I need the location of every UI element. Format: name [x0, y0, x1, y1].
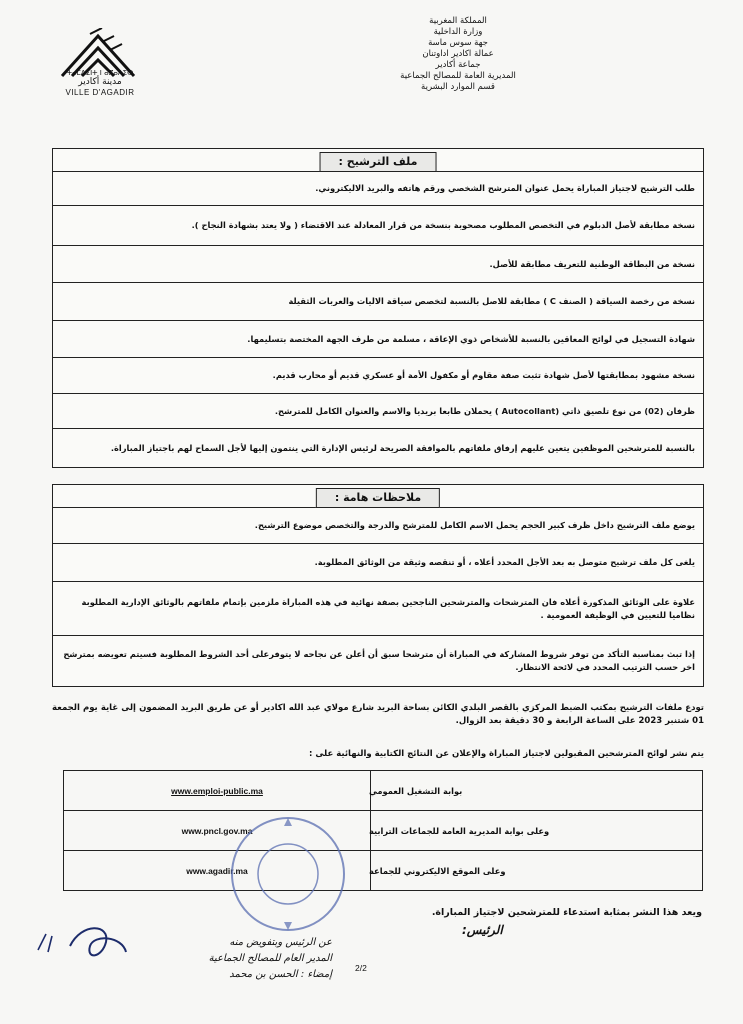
requirement-text: نسخة من رخصة السياقة ( الصنف C ) مطابقة للاصل بالنسبة لتخصص سياقة الاليات والعربات الثقيلة: [288, 296, 695, 306]
agadir-link[interactable]: www.agadir.ma: [186, 866, 248, 876]
link-label: بوابة التشغيل العمومي: [369, 785, 463, 796]
admin-line: وزارة الداخلية: [433, 27, 483, 37]
requirement-text: شهادة التسجيل في لوائح المعاقين بالنسبة للأشخاص ذوي الإعاقة ، مسلمة من طرف الجهة المختصة بتسليمها.: [247, 333, 695, 344]
note-text: إذا تبث بمناسبة التأكد من توفر شروط المشاركة في المباراة أن مترشحا سبق أن أعلن عن نجاحه لا يتوفرعلى أحد الشروط المطلوبة فسيتم تعويضه بمترشح اخر حسب الترتيب المحدد في لائحة الانتظار.: [63, 649, 695, 672]
admin-line: قسم الموارد البشرية: [421, 82, 495, 92]
link-row: [64, 811, 702, 851]
requirement-text: نسخة من البطاقة الوطنية للتعريف مطابقة للأصل.: [489, 258, 695, 269]
requirement-text: بالنسبة للمترشحين الموظفين يتعين عليهم إرفاق ملفاتهم بالموافقة الصريحة لرئيس الإدارة التي ينتمون إليها لأجل السماح لهم باجتياز المباراة.: [110, 442, 695, 453]
important-notes-table: [52, 484, 704, 687]
page-number: 2/2: [355, 963, 367, 973]
admin-line: المديرية العامة للمصالح الجماعية: [400, 71, 516, 81]
administration-header: [343, 16, 573, 93]
logo-arabic-text: مدينة أكادير: [78, 77, 122, 87]
link-label: وعلى بوابة المديرية العامة للجماعات الترابية: [369, 825, 550, 836]
application-file-title-row: [53, 149, 703, 172]
president-label: الرئيس:: [462, 923, 503, 937]
deposit-instructions: تودع ملفات الترشيح بمكتب الضبط المركزي بالقصر البلدي الكائن بساحة البريد شارع مولاي عبد الله اكادير أو عن طريق البريد المضمون إلى غاية يوم الجمعة 01 شتنبر 2023 على الساعة الرابعة و 30 دقيقة بعد الزوال.: [52, 703, 704, 726]
admin-line: جماعة أكادير: [435, 60, 481, 70]
signature-line: إمضاء : الحسن بن محمد: [229, 969, 332, 980]
signature-line: عن الرئيس وبتفويض منه: [229, 937, 332, 948]
requirement-row: [53, 321, 703, 358]
link-row: [64, 771, 702, 811]
link-label: وعلى الموقع الاليكتروني للجماعة: [369, 866, 506, 876]
link-label-cell: [369, 851, 702, 891]
logo-tifinagh-text: ⵜⴰⵎⴷⵉⵏⵜ ⵏ ⴰⴳⴰⴷⵉⵔ: [66, 69, 134, 77]
requirement-text: طلب الترشيح لاجتياز المباراة يحمل عنوان المترشح الشخصي ورقم هاتفه والبريد الاليكتروني.: [315, 183, 695, 193]
note-text: يلغى كل ملف ترشيح متوصل به بعد الأجل المحدد أعلاه ، أو تنقصه وثيقة من الوثائق المطلوبة.: [314, 557, 695, 567]
admin-line: عمالة اكادير اداوتنان: [422, 49, 494, 59]
requirement-row: [53, 394, 703, 429]
signature-line: المدير العام للمصالح الجماعية: [208, 953, 332, 964]
note-text: يوضع ملف الترشيح داخل ظرف كبير الحجم يحمل الاسم الكامل للمترشح والدرجة والتخصص موضوع الترشيح.: [254, 520, 695, 530]
note-text: علاوة على الوثائق المذكورة أعلاه فان المترشحات والمترشحين الناجحين بصفة نهائية في هذه المباراة ملزمين بإتمام ملفاتهم بالوثائق الإدارية المطلوبة نظاميا للتعيين في الوظيفة العمومية .: [81, 596, 695, 620]
pncl-link[interactable]: www.pncl.gov.ma: [181, 825, 253, 836]
requirement-row: [53, 172, 703, 206]
requirement-row: [53, 246, 703, 283]
requirement-text: ظرفان (02) من نوع تلصيق ذاتي (Autocollant ) يحملان طابعا بريديا والاسم والعنوان الكامل للمترشح.: [274, 405, 695, 416]
requirement-text: نسخة مشهود بمطابقتها لأصل شهادة تثبت صفة مقاوم أو مكفول الأمة أو عسكري قديم أو محارب قديم.: [272, 370, 695, 380]
requirement-row: [53, 206, 703, 246]
emploi-public-link[interactable]: www.emploi-public.ma: [171, 785, 263, 796]
requirement-row: [53, 358, 703, 394]
signature-block: [172, 935, 332, 983]
requirement-text: نسخة مطابقة لأصل الدبلوم في التخصص المطلوب مصحوبة بنسخة من قرار المعادلة عند الاقتضاء ( ولا يعتد بشهادة النجاح ).: [191, 220, 695, 230]
publication-intro: يتم نشر لوائح المترشحين المقبولين لاجتياز المباراة والإعلان عن النتائج الكتابية والنهائية على :: [309, 749, 704, 759]
note-row: [53, 636, 703, 686]
logo-latin-text: VILLE D'AGADIR: [65, 88, 135, 97]
important-notes-title: ملاحظات هامة :: [316, 488, 440, 508]
link-label-cell: [369, 771, 702, 810]
publication-links-table: [63, 770, 703, 891]
closing-text: ويعد هذا النشر بمثابة استدعاء للمترشحين لاجتياز المباراة.: [431, 907, 702, 918]
requirement-row: [53, 429, 703, 467]
application-file-table: [52, 148, 704, 468]
handwritten-signature: [30, 912, 170, 972]
note-row: [53, 544, 703, 582]
note-row: [53, 582, 703, 636]
admin-line: جهة سوس ماسة: [428, 38, 488, 48]
requirement-row: [53, 283, 703, 321]
important-notes-title-row: [53, 485, 703, 508]
link-label-cell: [369, 811, 702, 850]
application-file-title: ملف الترشيح :: [320, 152, 437, 172]
link-row: [64, 851, 702, 891]
note-row: [53, 508, 703, 544]
admin-line: المملكة المغربية: [429, 16, 487, 26]
link-url-cell: [64, 771, 371, 810]
